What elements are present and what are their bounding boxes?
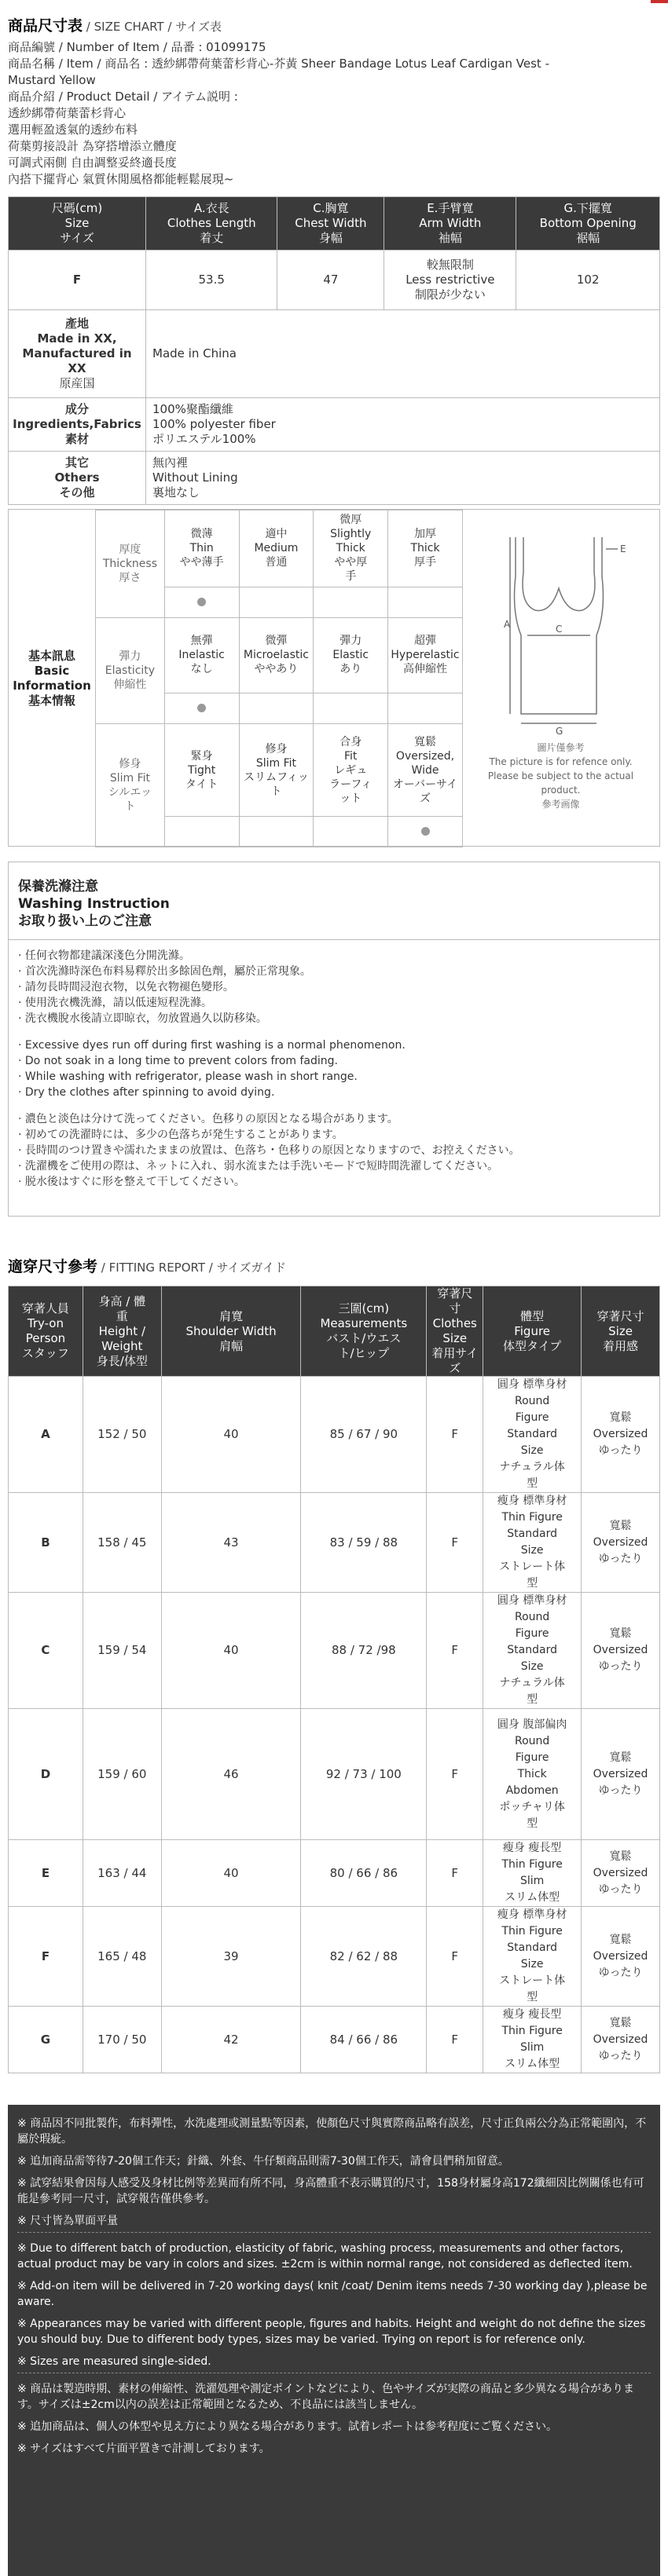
washing-item: · 初めての洗濯時には、多少の色落ちが発生することがあります。	[18, 1129, 343, 1141]
fit-marker-cell	[239, 817, 314, 847]
info-line: 選用輕盈透氣的透紗布料	[8, 123, 138, 137]
fitting-figure: 圓身 標準身材 Round Figure Standard Size ナチュラル体 型	[483, 1593, 582, 1709]
attr-row-fit	[96, 724, 463, 817]
origin-label: 產地 Made in XX, Manufactured in XX 原産国	[9, 310, 146, 398]
note-item: ※ 商品因不同批製作，布料彈性，水洗處理或測量點等因素，使顏色尺寸與實際商品略有誤差，尺寸正負兩公分為正常範圍內，不屬於瑕疵。	[17, 2117, 647, 2146]
fitting-fit: 寬鬆 Oversized ゆったり	[582, 1593, 660, 1709]
arm-value: 較無限制 Less restrictive 制限が少ない	[384, 251, 516, 310]
note-item: ※ 試穿結果會因每人感受及身材比例等差異而有所不同，身高體重不表示購買的尺寸，158身材屬身高172纖細因比例關係也有可能是參考同一尺寸，試穿報告僅供參考。	[17, 2177, 644, 2205]
elasticity-option: 超彈 Hyperelastic 高伸縮性	[388, 617, 463, 693]
thickness-option: 微薄 Thin やや薄手	[164, 510, 239, 587]
washing-jp-list	[18, 1111, 650, 1190]
info-line: 商品編號 / Number of Item / 品番 : 01099175	[8, 40, 266, 54]
fitting-hw: 170 / 50	[83, 2007, 161, 2073]
fitting-figure: 瘦身 瘦長型 Thin Figure Slim スリム体型	[483, 1840, 582, 1907]
fitting-meas: 92 / 73 / 100	[301, 1709, 427, 1840]
fitting-fit: 寬鬆 Oversized ゆったり	[582, 1907, 660, 2007]
fitting-figure: 瘦身 瘦長型 Thin Figure Slim スリム体型	[483, 2007, 582, 2073]
fitting-fit: 寬鬆 Oversized ゆったり	[582, 2007, 660, 2073]
page-subtitle: / SIZE CHART / サイズ表	[86, 20, 222, 34]
selected-marker	[197, 598, 206, 606]
washing-item: · 任何衣物都建議深淺色分開洗滌。	[18, 950, 190, 962]
garment-diagram	[464, 518, 657, 840]
fitting-hw: 163 / 44	[83, 1840, 161, 1907]
others-row	[9, 452, 660, 505]
info-line: 商品名稱 / Item / 商品名 : 透紗綁帶荷葉蕾杉背心-芥黃 Sheer Bandage Lotus Leaf Cardigan Vest -	[8, 57, 549, 71]
thickness-marker-cell	[239, 587, 314, 617]
fitting-figure: 瘦身 標準身材 Thin Figure Standard Size ストレート体 型	[483, 1493, 582, 1593]
others-label: 其它 Others その他	[9, 452, 146, 505]
fitting-size: F	[427, 1493, 483, 1593]
fitting-col-header: 體型 Figure 体型タイプ	[483, 1286, 582, 1377]
vest-diagram	[464, 518, 657, 737]
fitting-hw: 152 / 50	[83, 1377, 161, 1493]
elasticity-marker-cell	[388, 693, 463, 724]
origin-value: Made in China	[146, 310, 660, 398]
elasticity-marker-cell	[164, 693, 239, 724]
notes-jp	[8, 2373, 660, 2460]
thickness-marker-cell	[314, 587, 388, 617]
basic-info-label: 基本訊息 Basic Information 基本情報	[13, 649, 91, 708]
fitting-shoulder: 46	[161, 1709, 301, 1840]
fabric-label: 成分 Ingredients,Fabrics 素材	[9, 398, 146, 452]
notes-en	[8, 2233, 660, 2373]
fitting-size: F	[427, 1840, 483, 1907]
fitting-hw: 165 / 48	[83, 1907, 161, 2007]
fitting-person: B	[9, 1493, 83, 1593]
length-col-header: A.衣長 Clothes Length 着丈	[146, 197, 277, 251]
note-item: ※ サイズはすべて片面平置きで計測しております。	[17, 2442, 270, 2455]
washing-title-jp: お取り扱い上のご注意	[18, 913, 152, 929]
fabric-value: 100%聚酯纖維 100% polyester fiber ポリエステル100%	[146, 398, 660, 452]
fabric-attributes-grid	[95, 510, 463, 847]
fitting-col-header: 穿著人員 Try-on Person スタッフ	[9, 1286, 83, 1377]
fitting-figure: 圓身 腹部偏肉 Round Figure Thick Abdomen ポッチャリ体 型	[483, 1709, 582, 1840]
attr-row-thickness	[96, 510, 463, 587]
washing-item: · 首次洗滌時深色布料易釋於出多餘固色劑，屬於正常現象。	[18, 965, 311, 978]
fitting-fit: 寬鬆 Oversized ゆったり	[582, 1493, 660, 1593]
fitting-shoulder: 39	[161, 1907, 301, 2007]
fitting-meas: 83 / 59 / 88	[301, 1493, 427, 1593]
washing-item: · 洗衣機脫水後請立即晾衣，勿放置過久以防移染。	[18, 1012, 267, 1025]
fitting-col-header: 穿著尺寸 Size 着用感	[582, 1286, 660, 1377]
note-item: ※ 尺寸皆為單面平量	[17, 2215, 119, 2227]
washing-item: · 使用洗衣機洗滌，請以低速短程洗滌。	[18, 997, 212, 1009]
diagram-letter-e: E	[620, 543, 626, 554]
fitting-hw: 158 / 45	[83, 1493, 161, 1593]
product-info	[8, 39, 660, 188]
chest-value: 47	[277, 251, 384, 310]
diagram-letter-g: G	[556, 726, 563, 737]
size-value: F	[9, 251, 146, 310]
info-line: Mustard Yellow	[8, 73, 96, 87]
fitting-person: G	[9, 2007, 83, 2073]
fitting-hw: 159 / 60	[83, 1709, 161, 1840]
fitting-person: A	[9, 1377, 83, 1493]
washing-body	[9, 940, 659, 1198]
washing-title-en: Washing Instruction	[18, 896, 170, 912]
fitting-hw: 159 / 54	[83, 1593, 161, 1709]
washing-item: · Do not soak in a long time to prevent colors from fading.	[18, 1055, 338, 1067]
fitting-shoulder: 42	[161, 2007, 301, 2073]
thickness-option: 微厚 Slightly Thick やや厚 手	[314, 510, 388, 587]
fitting-figure: 瘦身 標準身材 Thin Figure Standard Size ストレート体 型	[483, 1907, 582, 2007]
fitting-figure: 圓身 標準身材 Round Figure Standard Size ナチュラル体 型	[483, 1377, 582, 1493]
selected-marker	[421, 827, 430, 836]
thickness-option: 適中 Medium 普通	[239, 510, 314, 587]
fitting-size: F	[427, 1709, 483, 1840]
note-item: ※ Appearances may be varied with different people, figures and habits. Height and weight do not define the sizes you should buy. Due to different body types, sizes may be varied. Trying on report is for reference only.	[17, 2318, 646, 2346]
fitting-heading	[8, 1255, 286, 1276]
table-row	[9, 251, 660, 310]
elasticity-marker-cell	[314, 693, 388, 724]
washing-item: · Dry the clothes after spinning to avoid dying.	[18, 1086, 275, 1099]
fitting-meas: 85 / 67 / 90	[301, 1377, 427, 1493]
note-item: ※ Due to different batch of production, elasticity of fabric, washing process, measurements and other factors, actual product may be vary in colors and sizes. ±2cm is within normal range, not considered as deflected item.	[17, 2242, 633, 2270]
fitting-shoulder: 40	[161, 1840, 301, 1907]
fitting-meas: 84 / 66 / 86	[301, 2007, 427, 2073]
size-col-header: 尺碼(cm) Size サイズ	[9, 197, 146, 251]
fitting-table-header	[9, 1286, 660, 1377]
fitting-table	[8, 1286, 660, 2073]
fitting-size: F	[427, 2007, 483, 2073]
table-row	[9, 1709, 660, 1840]
note-item: ※ 追加商品は、個人の体型や見え方により異なる場合があります。試着レポートは参考程度にご覧ください。	[17, 2420, 558, 2433]
info-line: 商品介紹 / Product Detail / アイテム説明 :	[8, 90, 238, 104]
fitting-col-header: 肩寬 Shoulder Width 肩幅	[161, 1286, 301, 1377]
fitting-meas: 82 / 62 / 88	[301, 1907, 427, 2007]
washing-item: · 請勿長時間浸泡衣物，以免衣物褪色變形。	[18, 981, 234, 993]
table-row	[9, 1377, 660, 1493]
elasticity-option: 微彈 Microelastic ややあり	[239, 617, 314, 693]
fitting-title: 適穿尺寸參考	[8, 1258, 98, 1275]
fit-option: 寬鬆 Oversized, Wide オーバーサイ ズ	[388, 724, 463, 817]
note-item: ※ 追加商品需等待7-20個工作天；針織、外套、牛仔類商品則需7-30個工作天，請會員們稍加留意。	[17, 2155, 509, 2168]
bottom-value: 102	[516, 251, 660, 310]
elasticity-marker-cell	[239, 693, 314, 724]
chest-col-header: C.胸寬 Chest Width 身幅	[277, 197, 384, 251]
washing-cn-list	[18, 948, 650, 1026]
note-item: ※ Add-on item will be delivered in 7-20 working days( knit /coat/ Denim items needs 7-30 working day ),please be aware.	[17, 2280, 648, 2308]
washing-item: · Excessive dyes run off during first washing is a normal phenomenon.	[18, 1039, 406, 1052]
fitting-size: F	[427, 1907, 483, 2007]
attr-row-elasticity	[96, 617, 463, 693]
fitting-meas: 88 / 72 /98	[301, 1593, 427, 1709]
fit-marker-cell	[164, 817, 239, 847]
note-item: ※ Sizes are measured single-sided.	[17, 2355, 211, 2368]
thickness-option: 加厚 Thick 厚手	[388, 510, 463, 587]
fitting-fit: 寬鬆 Oversized ゆったり	[582, 1709, 660, 1840]
origin-row	[9, 310, 660, 398]
table-row	[9, 1493, 660, 1593]
corner-accent	[651, 0, 668, 3]
diagram-note: 圖片僅參考 The picture is for refence only. Please be subject to the actual product. 參考画像	[487, 742, 634, 810]
size-table-header	[9, 197, 660, 251]
info-line: 可調式兩側 自由調整妥終適長度	[8, 156, 177, 170]
info-line: 荷葉剪接設計 為穿搭增添立體度	[8, 139, 177, 153]
washing-heading	[9, 862, 659, 930]
fabric-row	[9, 398, 660, 452]
fitting-subtitle: / FITTING REPORT / サイズガイド	[101, 1261, 286, 1275]
washing-item: · 濃色と淡色は分けて洗ってください。色移りの原因となる場合があります。	[18, 1113, 398, 1125]
washing-item: · 洗濯機をご使用の際は、ネットに入れ、弱水流または手洗いモードで短時間洗濯してください。	[18, 1160, 499, 1173]
diagram-letter-c: C	[556, 624, 563, 635]
bottom-col-header: G.下擺寬 Bottom Opening 裾幅	[516, 197, 660, 251]
elasticity-option: 無彈 Inelastic なし	[164, 617, 239, 693]
thickness-marker-cell	[388, 587, 463, 617]
washing-en-list	[18, 1037, 650, 1100]
fit-option: 合身 Fit レギュ ラーフィ ット	[314, 724, 388, 817]
thickness-marker-cell	[164, 587, 239, 617]
table-row	[9, 1907, 660, 2007]
fitting-person: C	[9, 1593, 83, 1709]
fit-marker-cell	[314, 817, 388, 847]
fitting-fit: 寬鬆 Oversized ゆったり	[582, 1377, 660, 1493]
fitting-person: D	[9, 1709, 83, 1840]
elasticity-option: 彈力 Elastic あり	[314, 617, 388, 693]
size-table	[8, 196, 660, 505]
page-title: 商品尺寸表	[8, 17, 83, 35]
fitting-size: F	[427, 1593, 483, 1709]
table-row	[9, 2007, 660, 2073]
fit-option: 緊身 Tight タイト	[164, 724, 239, 817]
arm-col-header: E.手臂寬 Arm Width 袖幅	[384, 197, 516, 251]
washing-item: · 長時間のつけ置きや濡れたままの放置は、色落ち・色移りの原因となりますので、お控えください。	[18, 1144, 520, 1157]
washing-box	[8, 862, 660, 1217]
thickness-label: 厚度 Thickness 厚さ	[96, 510, 165, 618]
fitting-person: E	[9, 1840, 83, 1907]
length-value: 53.5	[146, 251, 277, 310]
info-line: 內搭下擺背心 氣質休閒風格都能輕鬆展現~	[8, 172, 234, 186]
size-chart-heading	[8, 14, 222, 35]
washing-title-cn: 保養洗滌注意	[18, 879, 98, 895]
fitting-shoulder: 40	[161, 1593, 301, 1709]
others-value: 無內裡 Without Lining 裏地なし	[146, 452, 660, 505]
elasticity-label: 彈力 Elasticity 伸縮性	[96, 617, 165, 723]
notes-panel	[8, 2105, 660, 2576]
info-line: 透紗綁帶荷葉蕾杉背心	[8, 106, 127, 120]
fitting-shoulder: 40	[161, 1377, 301, 1493]
fitting-person: F	[9, 1907, 83, 2007]
note-item: ※ 商品は製造時期、素材の伸縮性、洗濯処理や測定ポイントなどにより、色やサイズが実際の商品と多少異なる場合があります。サイズは±2cm以内の誤差は正常範囲となるため、不良品には該当しません。	[17, 2383, 635, 2411]
fitting-meas: 80 / 66 / 86	[301, 1840, 427, 1907]
diagram-letter-a: A	[504, 619, 511, 630]
fitting-fit: 寬鬆 Oversized ゆったり	[582, 1840, 660, 1907]
table-row	[9, 1840, 660, 1907]
fitting-size: F	[427, 1377, 483, 1493]
fit-option: 修身 Slim Fit スリムフィッ ト	[239, 724, 314, 817]
selected-marker	[197, 704, 206, 712]
washing-item: · While washing with refrigerator, please wash in short range.	[18, 1070, 358, 1083]
fit-marker-cell	[388, 817, 463, 847]
fit-label: 修身 Slim Fit シルエッ ト	[96, 724, 165, 847]
basic-info-box	[8, 509, 660, 847]
fitting-shoulder: 43	[161, 1493, 301, 1593]
washing-item: · 脱水後はすぐに形を整えて干してください。	[18, 1176, 245, 1188]
fitting-col-header: 身高 / 體 重 Height / Weight 身長/体型	[83, 1286, 161, 1377]
fitting-col-header: 穿著尺 寸 Clothes Size 着用サイ ズ	[427, 1286, 483, 1377]
table-row	[9, 1593, 660, 1709]
fitting-col-header: 三圍(cm) Measurements バスト/ウエス ト/ヒップ	[301, 1286, 427, 1377]
notes-cn	[8, 2105, 660, 2232]
